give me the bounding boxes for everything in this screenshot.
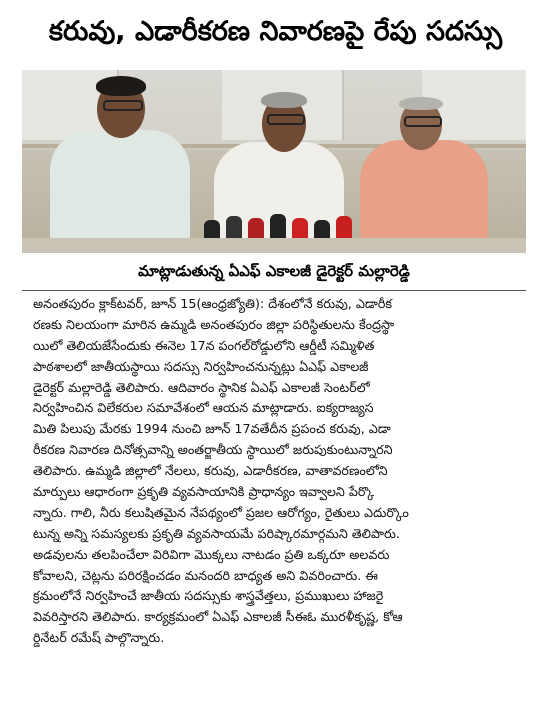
article-line: మార్పులు ఆధారంగా ప్రకృతి వ్యవసాయానికి ప్రాధాన్యం ఇవ్వాలని పేర్కొ bbox=[33, 484, 375, 500]
article-line: తెలిపారు. ఉమ్మడి జిల్లాలో నేలలు, కరువు, ఎడారీకరణ, వాతావరణంలోని bbox=[33, 463, 388, 479]
article-line: క్రమంలోనే నిర్వహించే జాతీయ సదస్సుకు శాస్త్రవేత్తలు, ప్రముఖులు హాజరై bbox=[33, 588, 384, 604]
table bbox=[22, 238, 526, 253]
shirt bbox=[50, 130, 190, 253]
article-line: అడవులను తలపించేలా విరివిగా మొక్కలు నాటడం ప్రతి ఒక్కరూ అలవరు bbox=[33, 546, 390, 562]
hair bbox=[399, 97, 443, 110]
hair bbox=[261, 92, 307, 108]
article-line: ర్డినేటర్ రమేష్ పాల్గొన్నారు. bbox=[33, 630, 165, 646]
shirt bbox=[360, 140, 488, 252]
photo-caption: మాట్లాడుతున్న ఏఎఫ్ ఎకాలజీ డైరెక్టర్ మల్లారెడ్డి bbox=[22, 256, 526, 291]
article-line: అనంతపురం క్లాక్‌టవర్, జూన్ 15(ఆంధ్రజ్యోతి): దేశంలోనే కరువు, ఎడారీక bbox=[33, 296, 392, 311]
article-line: యిలో తెలియజేసేందుకు ఈనెల 17న పంగల్‌రోడ్డులోని ఆర్డీటీ సమ్మిళిత bbox=[33, 337, 375, 353]
hair bbox=[96, 76, 146, 96]
article-line: నిర్వహించిన విలేకరుల సమావేశంలో ఆయన మాట్లాడారు. ఐక్యరాజ్యస bbox=[33, 400, 374, 416]
news-photo bbox=[22, 70, 526, 253]
article-line: పాఠశాలలో జాతీయస్థాయి సదస్సు నిర్వహించనున్నట్లు ఏఎఫ్ ఎకాలజీ bbox=[33, 358, 369, 374]
article-line: కోవాలని, చెట్లను పరిరక్షించడం మనందరి బాధ్యత అని వివరించారు. ఈ bbox=[33, 567, 378, 583]
article-line: డైరెక్టర్ మల్లారెడ్డి తెలిపారు. ఆదివారం స్థానిక ఏఎఫ్ ఎకాలజీ సెంటర్‌లో bbox=[33, 379, 370, 395]
article-line: టున్న అన్ని సమస్యలకు ప్రకృతి వ్యవసాయమే పరిష్కారమార్గమని తెలిపారు. bbox=[33, 525, 400, 541]
article-line: న్నారు. గాలి, నీరు కలుషితమైన నేపథ్యంలో ప్రజల ఆరోగ్యం, రైతులు ఎదుర్కొం bbox=[33, 504, 409, 520]
article-body bbox=[33, 294, 523, 649]
headline: కరువు, ఎడారీకరణ నివారణపై రేపు సదస్సు bbox=[48, 16, 503, 47]
glasses bbox=[267, 114, 305, 125]
article-line: వివరిస్తారని తెలిపారు. కార్యక్రమంలో ఏఎఫ్ ఎకాలజీ సీఈఓ మురళీకృష్ణ, కోఆ bbox=[33, 609, 403, 625]
glasses bbox=[404, 116, 442, 127]
article-line: రీకరణ నివారణ దినోత్సవాన్ని అంతర్జాతీయ స్థాయిలో జరుపుకుంటున్నారని bbox=[33, 442, 393, 458]
glasses bbox=[103, 100, 143, 111]
article-line: రణకు నిలయంగా మారిన ఉమ్మడి అనంతపురం జిల్లా పరిస్థితులను కేంద్రస్థా bbox=[33, 316, 395, 332]
article-line: మితి పిలుపు మేరకు 1994 నుంచి జూన్ 17వతేదీన ప్రపంచ కరువు, ఎడా bbox=[33, 421, 391, 437]
